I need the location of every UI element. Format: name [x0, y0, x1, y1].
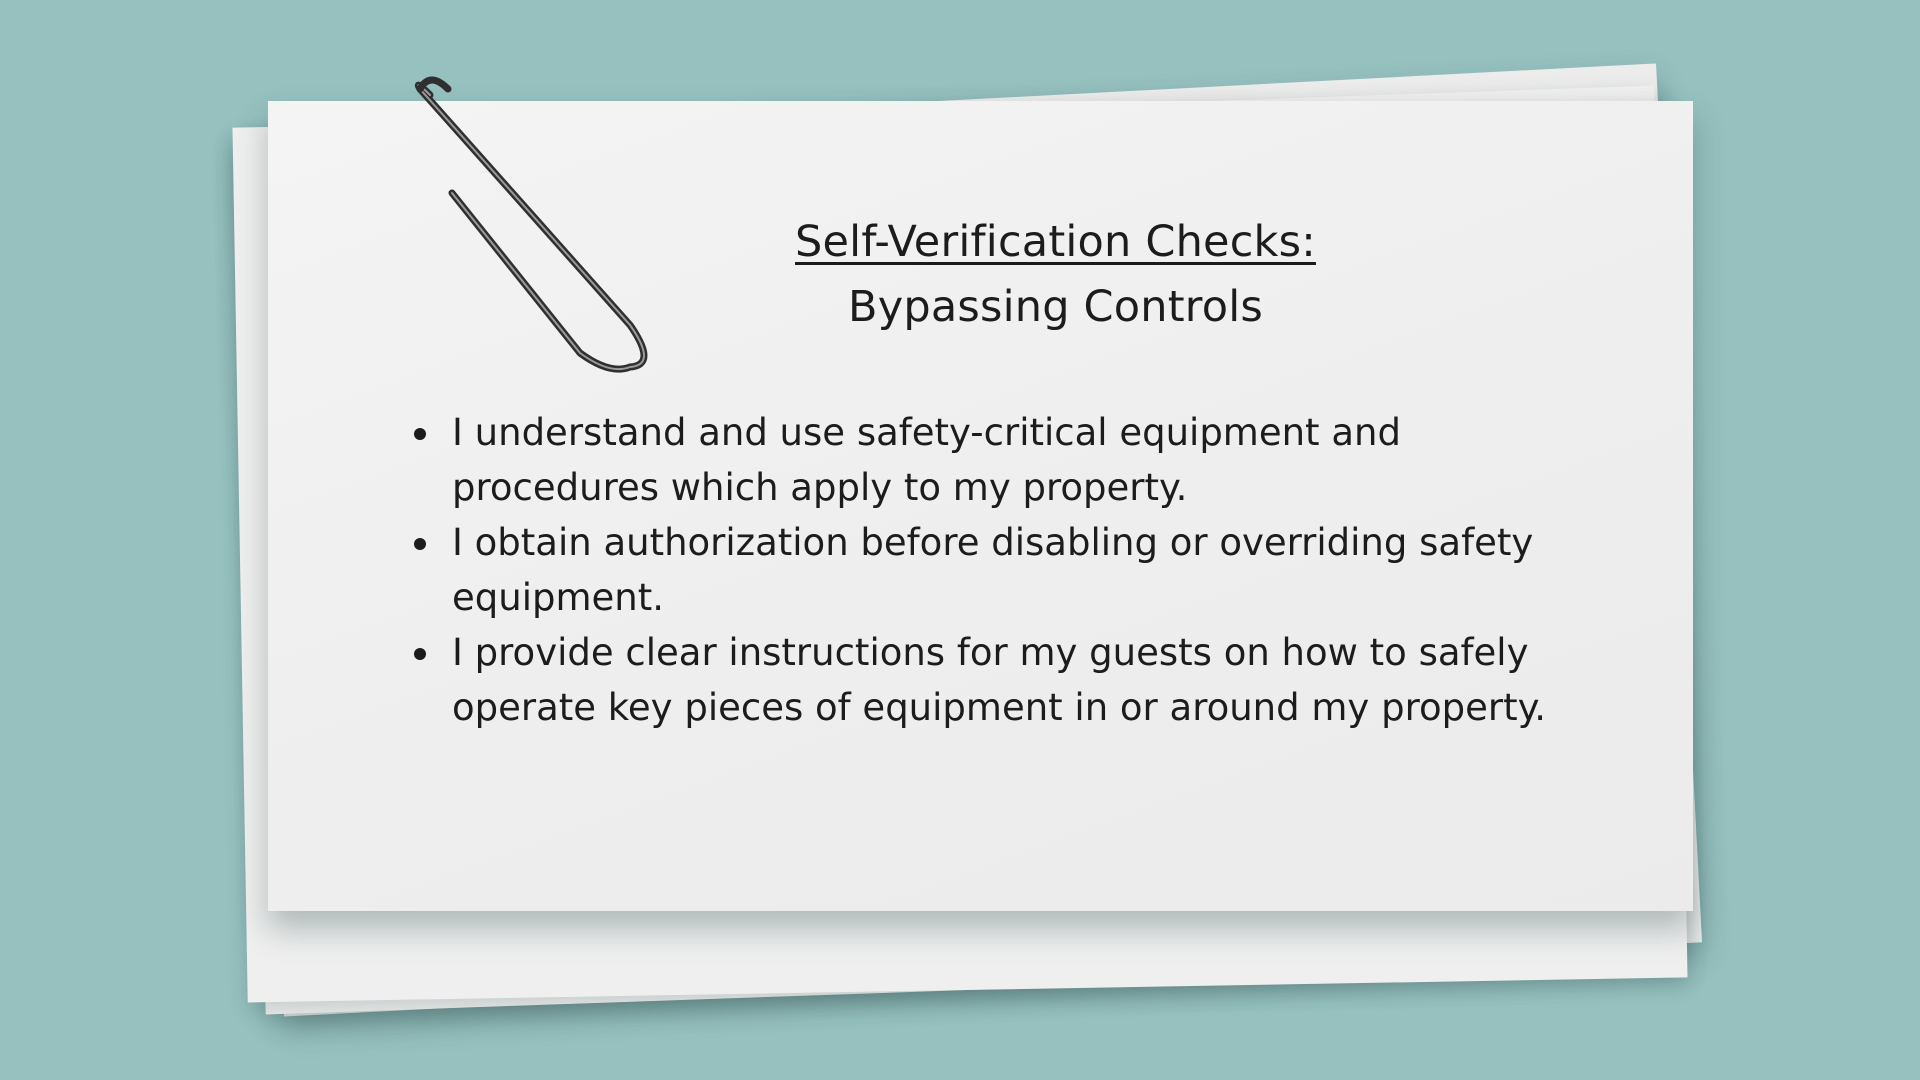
card-subtitle: Bypassing Controls [848, 282, 1263, 332]
list-item [414, 515, 1614, 625]
bullet-icon [414, 538, 426, 550]
list-item [414, 625, 1614, 735]
bullet-icon [414, 428, 426, 440]
bullet-icon [414, 648, 426, 660]
list-item-text: I provide clear instructions for my guests on how to safely operate key pieces of equipment in or around my property. [452, 631, 1546, 729]
checks-list [414, 405, 1614, 735]
list-item [414, 405, 1614, 515]
paperclip-icon [400, 75, 690, 395]
list-item-text: I obtain authorization before disabling or overriding safety equipment. [452, 521, 1534, 619]
list-item-text: I understand and use safety-critical equipment and procedures which apply to my property. [452, 411, 1401, 509]
card-title: Self-Verification Checks: [795, 217, 1316, 267]
